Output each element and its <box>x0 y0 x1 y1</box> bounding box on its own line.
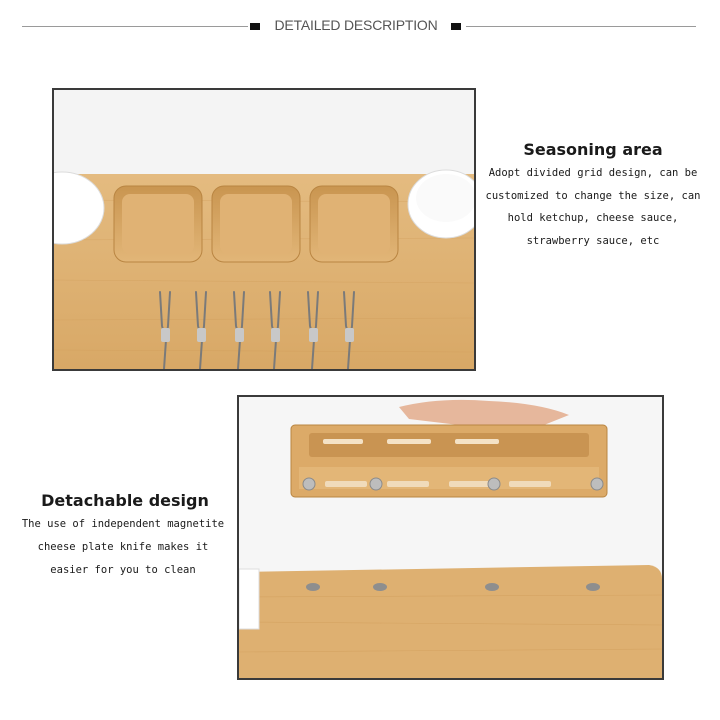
header-marker-right <box>451 23 461 30</box>
seasoning-area-title: Seasoning area <box>523 140 663 159</box>
header-marker-left <box>250 23 260 30</box>
seasoning-area-line: strawberry sauce, etc <box>526 235 660 247</box>
detachable-design-photo <box>237 395 664 680</box>
page-title: DETAILED DESCRIPTION <box>274 17 438 33</box>
seasoning-area-line: hold ketchup, cheese sauce, <box>507 212 679 224</box>
seasoning-area-line: Adopt divided grid design, can be <box>488 167 698 179</box>
seasoning-area-photo <box>52 88 476 371</box>
detachable-design-line: easier for you to clean <box>50 564 196 576</box>
seasoning-area-line: customized to change the size, can <box>485 190 701 202</box>
detachable-design-line: The use of independent magnetite <box>21 518 225 530</box>
detachable-design-title: Detachable design <box>41 491 209 510</box>
header-divider-right <box>466 26 696 27</box>
detachable-design-line: cheese plate knife makes it <box>37 541 209 553</box>
header-divider-left <box>22 26 248 27</box>
